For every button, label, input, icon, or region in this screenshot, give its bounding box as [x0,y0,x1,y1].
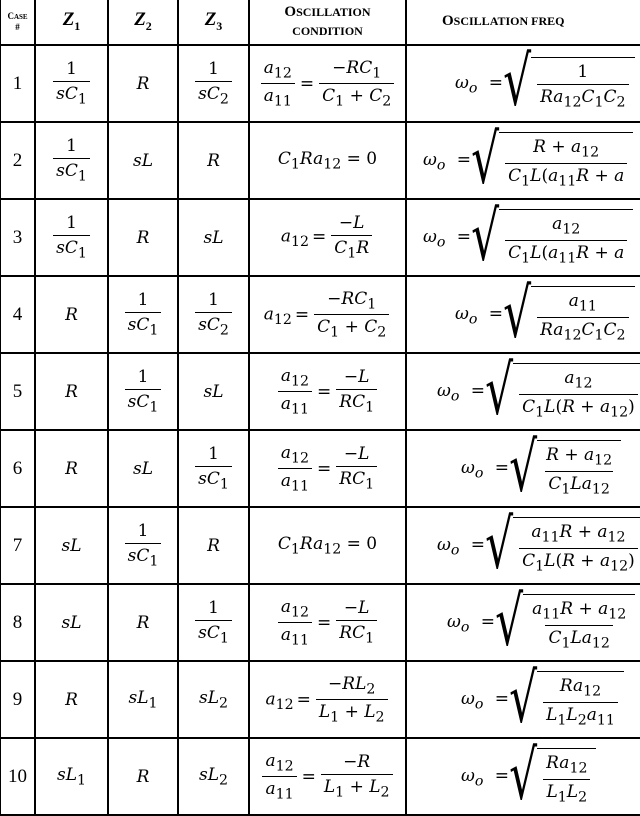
z3-cell: R [178,507,249,584]
case-number: 7 [0,507,35,584]
frequency-cell: $\omega_o$ = √ $R + a_{12}$ $C_1L(a_{11}R + a$ [406,122,640,199]
z2-cell: sL [108,122,178,199]
case-number: 10 [0,738,35,815]
z3-cell: $sL_2$ [178,738,249,815]
case-number: 1 [0,45,35,122]
frequency-cell: $\omega_o$ = √ $R + a_{12}$ $C_1La_{12}$ [406,430,640,507]
header-z1: $Z_1$ [35,0,108,45]
case-number: 2 [0,122,35,199]
table-row [0,353,640,430]
frequency-cell: $\omega_o$ = √ $a_{11}R + a_{12}$ $C_1L(R + a_{12})$ [406,507,640,584]
condition-cell: $\frac{a_{12}}{a_{11}}$ = $\frac{-RC_1}{C_1 + C_2}$ [249,45,406,122]
case-number: 5 [0,353,35,430]
z3-cell: sL [178,199,249,276]
z2-cell: R [108,199,178,276]
case-number: 9 [0,661,35,738]
table-row [0,661,640,738]
z2-cell: R [108,45,178,122]
z3-cell: $\frac{1}{sC_2}$ [178,276,249,353]
case-number: 6 [0,430,35,507]
table-row [0,45,640,122]
z2-cell: R [108,738,178,815]
table-row [0,507,640,584]
table-row [0,199,640,276]
table-row [0,276,640,353]
condition-cell: $C_1Ra_{12} = 0$ [249,507,406,584]
header-z3: $Z_3$ [178,0,249,45]
frequency-cell: $\omega_o$ = √ $a_{11}R + a_{12}$ $C_1La_{12}$ [406,584,640,661]
header-z2: $Z_2$ [108,0,178,45]
z1-cell: $sL_1$ [35,738,108,815]
z2-cell: $\frac{1}{sC_1}$ [108,276,178,353]
condition-cell: $\frac{a_{12}}{a_{11}}$ = $\frac{-R}{L_1 + L_2}$ [249,738,406,815]
header-row [0,0,640,45]
z3-cell: $\frac{1}{sC_2}$ [178,45,249,122]
z1-cell: R [35,430,108,507]
z2-cell: $\frac{1}{sC_1}$ [108,507,178,584]
z1-cell: sL [35,507,108,584]
z3-cell: $\frac{1}{sC_1}$ [178,430,249,507]
frequency-cell: $\omega_o$ = √ $a_{12}$ $C_1L(a_{11}R + a$ [406,199,640,276]
frequency-cell: $\omega_o$ = √ $a_{11}$ $Ra_{12}C_1C_2$ [406,276,640,353]
z1-cell: $\frac{1}{sC_1}$ [35,122,108,199]
condition-cell: $\frac{a_{12}}{a_{11}}$ = $\frac{-L}{RC_1}$ [249,430,406,507]
z3-cell: sL [178,353,249,430]
table-row [0,122,640,199]
frequency-cell: $\omega_o$ = √ $Ra_{12}$ $L_1L_2$ [406,738,640,815]
z2-cell: sL [108,430,178,507]
z1-cell: R [35,276,108,353]
case-number: 8 [0,584,35,661]
table-row [0,584,640,661]
z1-cell: $\frac{1}{sC_1}$ [35,199,108,276]
condition-cell: $C_1Ra_{12} = 0$ [249,122,406,199]
frequency-cell: $\omega_o$ = √ $Ra_{12}$ $L_1L_2a_{11}$ [406,661,640,738]
z1-cell: $\frac{1}{sC_1}$ [35,45,108,122]
z1-cell: R [35,661,108,738]
z1-cell: sL [35,584,108,661]
case-number: 3 [0,199,35,276]
z2-cell: $\frac{1}{sC_1}$ [108,353,178,430]
condition-cell: $\frac{a_{12}}{a_{11}}$ = $\frac{-L}{RC_1}$ [249,353,406,430]
table-row [0,738,640,815]
condition-cell: $a_{12}$ = $\frac{-RC_1}{C_1 + C_2}$ [249,276,406,353]
condition-cell: $a_{12}$ = $\frac{-L}{C_1R}$ [249,199,406,276]
z3-cell: $\frac{1}{sC_1}$ [178,584,249,661]
header-oscillation-frequency: OSCILLATION FREQ [406,0,640,45]
z1-cell: R [35,353,108,430]
frequency-cell: $\omega_o$ = √ 1 $Ra_{12}C_1C_2$ [406,45,640,122]
z3-cell: R [178,122,249,199]
z2-cell: $sL_1$ [108,661,178,738]
header-case: CASE # [0,0,35,45]
table-row [0,430,640,507]
z3-cell: $sL_2$ [178,661,249,738]
case-number: 4 [0,276,35,353]
condition-cell: $\frac{a_{12}}{a_{11}}$ = $\frac{-L}{RC_1}$ [249,584,406,661]
condition-cell: $a_{12}$ = $\frac{-RL_2}{L_1 + L_2}$ [249,661,406,738]
z2-cell: R [108,584,178,661]
header-oscillation-condition: OSCILLATION CONDITION [249,0,406,45]
frequency-cell: $\omega_o$ = √ $a_{12}$ $C_1L(R + a_{12})$ [406,353,640,430]
